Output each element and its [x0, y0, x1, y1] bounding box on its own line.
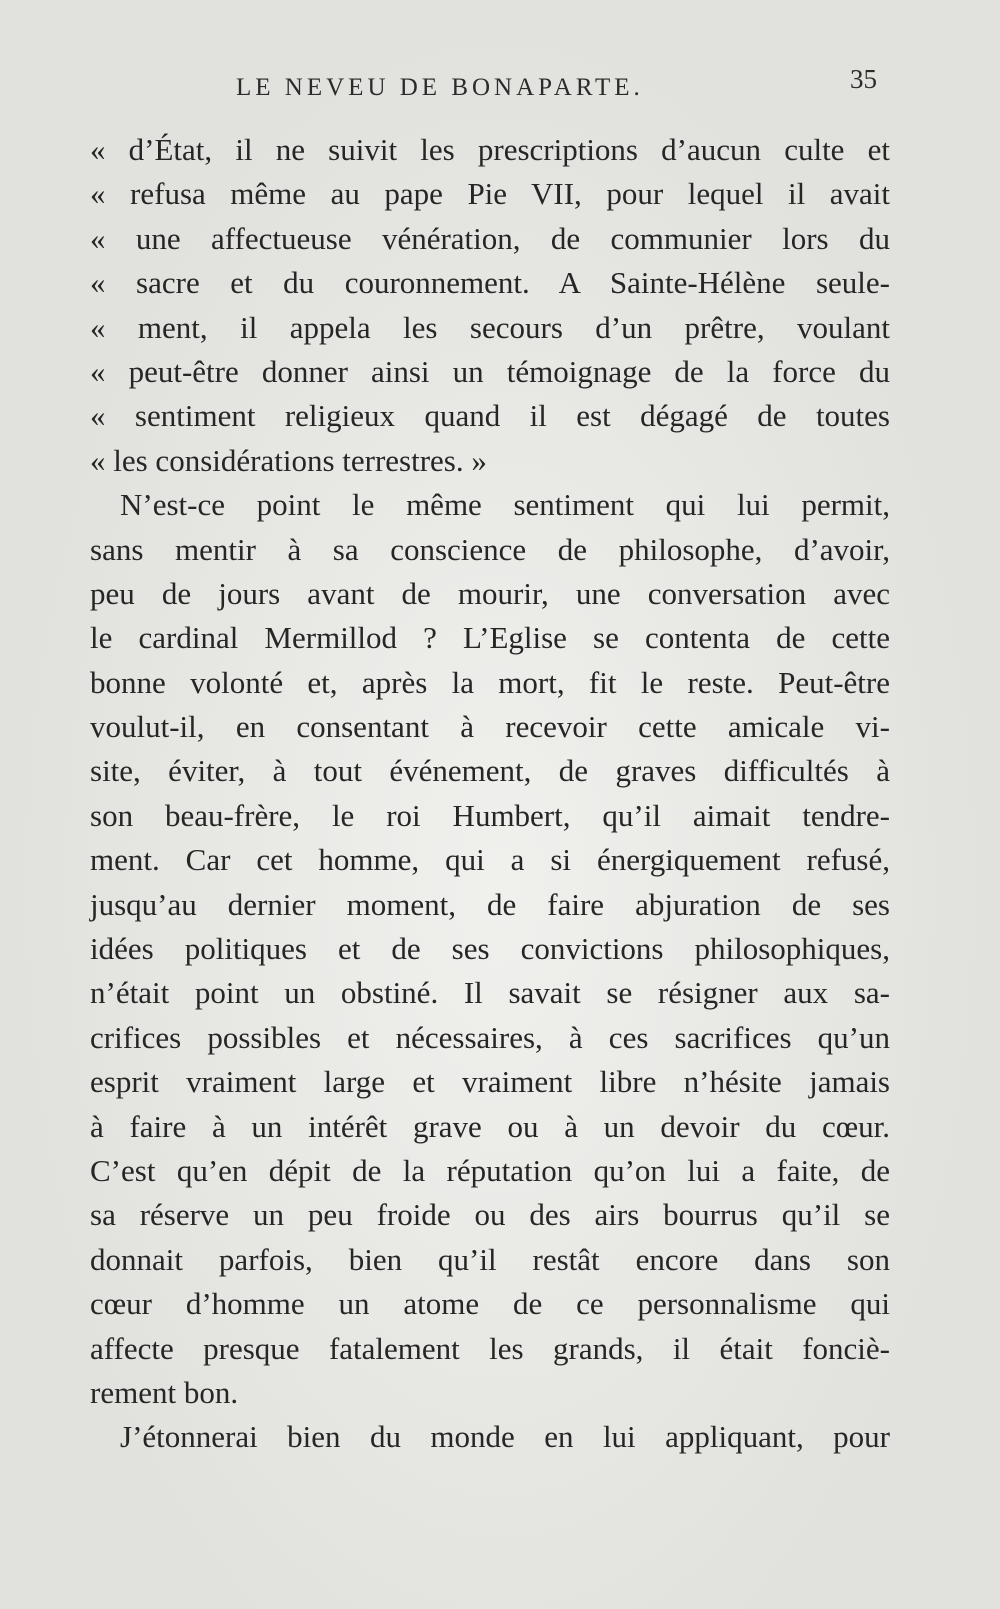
text-line: le cardinal Mermillod ? L’Eglise se contenta de cette: [90, 620, 890, 656]
text-line: rement bon.: [90, 1374, 239, 1410]
text-line: idées politiques et de ses convictions philosophiques,: [90, 931, 890, 967]
text-line: à faire à un intérêt grave ou à un devoir du cœur.: [90, 1108, 890, 1144]
body-text: [90, 128, 890, 1460]
text-line: donnait parfois, bien qu’il restât encore dans son: [90, 1241, 890, 1277]
text-line: C’est qu’en dépit de la réputation qu’on lui a faite, de: [90, 1152, 890, 1188]
text-line: crifices possibles et nécessaires, à ces sacrifices qu’un: [90, 1019, 890, 1055]
text-line: « les considérations terrestres. »: [90, 442, 487, 478]
text-line: « une affectueuse vénération, de communier lors du: [90, 220, 890, 256]
text-line: « ment, il appela les secours d’un prêtre, voulant: [90, 309, 890, 345]
text-line: « peut-être donner ainsi un témoignage de la force du: [90, 353, 890, 389]
text-line: jusqu’au dernier moment, de faire abjuration de ses: [90, 886, 890, 922]
text-line: sans mentir à sa conscience de philosophe, d’avoir,: [90, 531, 890, 567]
text-line: n’était point un obstiné. Il savait se résigner aux sa-: [90, 975, 890, 1011]
running-head-title: LE NEVEU DE BONAPARTE.: [236, 74, 644, 101]
text-line: sa réserve un peu froide ou des airs bourrus qu’il se: [90, 1197, 890, 1233]
text-line: voulut-il, en consentant à recevoir cette amicale vi-: [90, 709, 890, 745]
text-line: « refusa même au pape Pie VII, pour lequel il avait: [90, 176, 890, 212]
running-head: [0, 64, 1000, 108]
text-line: bonne volonté et, après la mort, fit le reste. Peut-être: [90, 664, 890, 700]
text-line: site, éviter, à tout événement, de graves difficultés à: [90, 753, 890, 789]
text-line: esprit vraiment large et vraiment libre n’hésite jamais: [90, 1064, 890, 1100]
text-line: « sacre et du couronnement. A Sainte-Hélène seule-: [90, 265, 890, 301]
text-line: ment. Car cet homme, qui a si énergiquement refusé,: [90, 842, 890, 878]
text-line: peu de jours avant de mourir, une conversation avec: [90, 575, 890, 611]
text-line: J’étonnerai bien du monde en lui appliquant, pour: [120, 1419, 890, 1455]
text-line: affecte presque fatalement les grands, il était fonciè-: [90, 1330, 890, 1366]
page-number: 35: [850, 64, 877, 94]
text-line: « d’État, il ne suivit les prescriptions d’aucun culte et: [90, 132, 890, 167]
text-line: cœur d’homme un atome de ce personnalisme qui: [90, 1286, 890, 1322]
text-line: N’est-ce point le même sentiment qui lui permit,: [120, 487, 890, 523]
text-line: son beau-frère, le roi Humbert, qu’il aimait tendre-: [90, 797, 890, 833]
text-line: « sentiment religieux quand il est dégagé de toutes: [90, 398, 890, 434]
